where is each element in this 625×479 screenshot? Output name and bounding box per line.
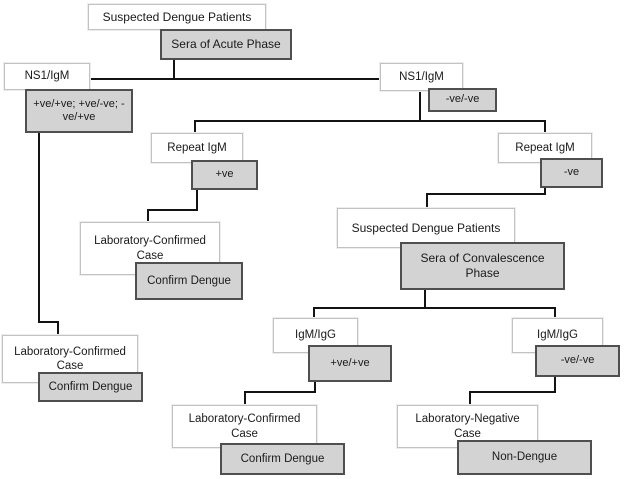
node-repeat-igm-left: Repeat IgM <box>151 133 243 163</box>
connector <box>57 321 59 336</box>
node-sera-of-convalescence-phase: Sera of Convalescence Phase <box>400 242 565 290</box>
connector <box>38 321 59 323</box>
node-repeat-igm-positive: +ve <box>191 160 258 190</box>
node-non-dengue: Non-Dengue <box>457 440 592 475</box>
node-igm-igg-negative: -ve/-ve <box>535 345 620 377</box>
connector <box>173 60 175 80</box>
node-laboratory-confirmed-case-1: Laboratory-Confirmed Case <box>80 222 220 275</box>
node-acute-results-positive: +ve/+ve; +ve/-ve; -ve/+ve <box>25 89 133 133</box>
connector <box>194 120 546 122</box>
node-ns1-igm-right: NS1/IgM <box>380 63 463 91</box>
connector <box>38 132 40 323</box>
connector <box>147 209 198 211</box>
connector <box>244 391 246 406</box>
connector <box>426 193 546 195</box>
node-laboratory-negative-case: Laboratory-Negative Case <box>397 405 538 448</box>
node-confirm-dengue-1: Confirm Dengue <box>135 262 243 300</box>
node-suspected-dengue-patients-2: Suspected Dengue Patients <box>337 208 515 248</box>
node-sera-of-acute-phase: Sera of Acute Phase <box>160 29 292 60</box>
node-confirm-dengue-3: Confirm Dengue <box>220 443 345 475</box>
connector <box>147 209 149 223</box>
node-acute-results-negative: -ve/-ve <box>428 88 497 112</box>
node-suspected-dengue-patients-1: Suspected Dengue Patients <box>88 4 266 30</box>
connector <box>426 193 428 209</box>
connector <box>194 120 196 134</box>
connector <box>419 91 421 122</box>
node-repeat-igm-negative: -ve <box>540 158 603 188</box>
node-igm-igg-positive: +ve/+ve <box>308 345 392 382</box>
node-repeat-igm-right: Repeat IgM <box>498 133 592 163</box>
connector <box>469 391 471 406</box>
connector <box>544 120 546 134</box>
node-ns1-igm-left: NS1/IgM <box>4 63 90 90</box>
connector <box>469 391 556 393</box>
connector <box>244 391 316 393</box>
connector <box>424 289 426 309</box>
node-laboratory-confirmed-case-2: Laboratory-Confirmed Case <box>2 335 138 383</box>
node-igm-igg-left: IgM/IgG <box>273 318 358 353</box>
node-laboratory-confirmed-case-3: Laboratory-Confirmed Case <box>172 405 317 448</box>
connector <box>196 189 198 211</box>
node-confirm-dengue-2: Confirm Dengue <box>38 372 143 402</box>
node-igm-igg-right: IgM/IgG <box>512 318 603 353</box>
connector <box>313 307 556 309</box>
connector <box>89 78 381 80</box>
